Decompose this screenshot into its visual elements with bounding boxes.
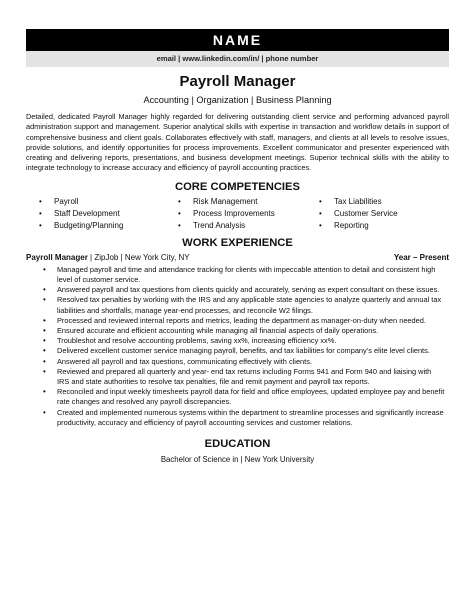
- competencies-heading: CORE COMPETENCIES: [175, 180, 300, 193]
- experience-bullet: • Reviewed and prepared all quarterly and year- end tax returns including Forms 941 and Form 940 and liaising with IRS and state authorities to resolve tax penalties, file and remit payment and payroll tax reports.: [26, 367, 449, 387]
- competency-item: • Tax Liabilities: [316, 196, 446, 208]
- competency-item: • Budgeting/Planning: [36, 220, 175, 232]
- contact-bar: [26, 51, 449, 67]
- candidate-name: NAME: [212, 32, 263, 48]
- job-line: [26, 252, 449, 263]
- experience-bullet: • Answered payroll and tax questions from clients quickly and accurately, serving as expert consultant on these issues.: [26, 285, 449, 295]
- competency-item: • Risk Management: [175, 196, 316, 208]
- experience-bullet: • Managed payroll and time and attendance tracking for clients with impeccable attention to detail and consistent high level of customer service.: [26, 265, 449, 285]
- name-banner: [26, 29, 449, 51]
- competencies-column-3: [316, 196, 446, 232]
- experience-bullet: • Created and implemented numerous systems within the department to streamline processes and significantly increase productivity, accuracy and efficiency of payroll accounting services and customer relations.: [26, 408, 449, 428]
- competency-item: • Reporting: [316, 220, 446, 232]
- experience-heading: WORK EXPERIENCE: [182, 236, 293, 249]
- competency-item: • Staff Development: [36, 208, 175, 220]
- experience-bullet: • Troubleshot and resolve accounting problems, saving xx%, increasing efficiency xx%.: [26, 336, 449, 346]
- experience-bullet: • Ensured accurate and efficient accounting while managing all financial aspects of daily operations.: [26, 326, 449, 336]
- job-position: Payroll Manager: [26, 252, 88, 262]
- education-heading: EDUCATION: [204, 438, 271, 451]
- experience-bullets: [26, 265, 449, 428]
- competency-item: • Process Improvements: [175, 208, 316, 220]
- experience-bullet: • Reconciled and input weekly timesheets payroll data for field and office employees, updated employee pay and benefit rate changes and resolved any payroll discrepancies.: [26, 387, 449, 407]
- contact-info: email | www.linkedin.com/in/ | phone number: [156, 54, 319, 63]
- experience-bullet: • Delivered excellent customer service managing payroll, benefits, and tax liabilities for company’s elite level clients.: [26, 346, 449, 356]
- job-position-line: [26, 252, 190, 263]
- job-title: Payroll Manager: [179, 73, 296, 90]
- competencies-grid: [26, 196, 449, 232]
- summary-paragraph: Detailed, dedicated Payroll Manager highly regarded for delivering outstanding client service and performing advanced payroll administration support and management. Superior analytical skills with expertise in transaction and workflow details in support of comprehensive business and client goals. Collaborates effectively with staff, managers, and clients at all levels to resolve issues, provide solutions, and identify opportunities for process improvements. Excellent communicator and presenter experienced with creating and delivering reports, presentations, and business development meetings. Superior technical skills with the ability to integrate technology to increase accuracy and efficiency of payroll accounting practices.: [26, 112, 449, 173]
- competencies-column-2: [175, 196, 316, 232]
- competencies-column-1: [26, 196, 175, 232]
- competency-item: • Customer Service: [316, 208, 446, 220]
- experience-bullet: • Processed and reviewed internal reports and metrics, leading the department as manager-on-duty when needed.: [26, 316, 449, 326]
- job-subtitle: Accounting | Organization | Business Planning: [143, 95, 332, 105]
- education-degree: Bachelor of Science in | New York University: [160, 455, 315, 465]
- job-company-location: | ZipJob | New York City, NY: [87, 252, 190, 262]
- experience-bullet: • Answered all payroll and tax questions, communicating effectively with clients.: [26, 357, 449, 367]
- competency-item: • Trend Analysis: [175, 220, 316, 232]
- experience-bullet: • Resolved tax penalties by working with the IRS and any applicable state agencies to analyze quarterly and annual tax liabilities and shortfalls, manage year-end processes, and reconcile W2 filings.: [26, 295, 449, 315]
- resume-page: [26, 29, 449, 465]
- job-dates: Year – Present: [393, 252, 449, 262]
- competency-item: • Payroll: [36, 196, 175, 208]
